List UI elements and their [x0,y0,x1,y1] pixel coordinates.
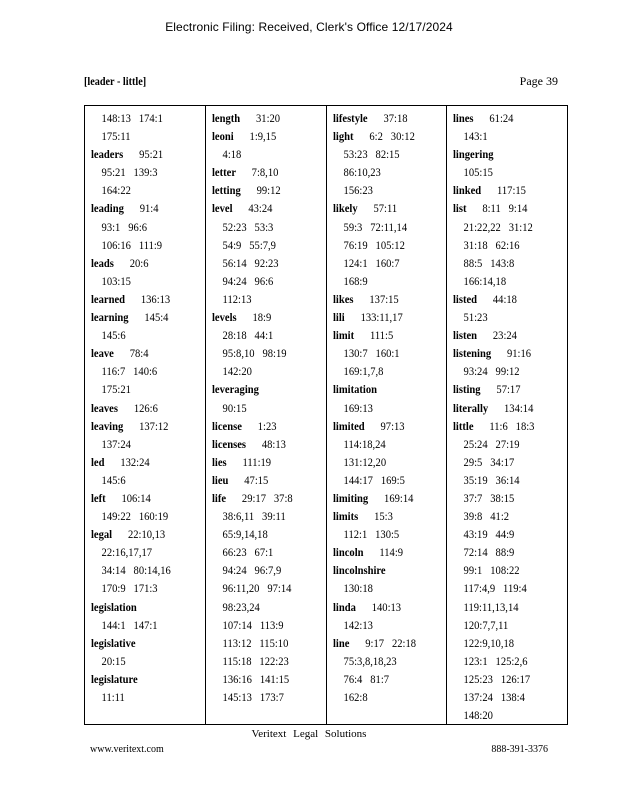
index-reference-line: 114:18,24 [343,436,386,451]
index-reference-line: 137:24 [101,436,131,451]
index-reference-line: 21:22,22 31:12 [463,219,534,234]
index-term-reference: 57:17 [496,382,521,397]
index-reference-line: 35:19 36:14 [463,472,520,487]
index-reference-line: 115:18 122:23 [222,653,289,668]
index-term [91,344,191,362]
index-term [212,435,312,453]
index-reference-line: 52:23 53:3 [222,219,274,234]
index-reference-line: 95:21 139:3 [101,165,158,180]
index-term-word: listing [453,382,481,397]
index-term [212,489,312,507]
index-reference-line: 145:13 173:7 [222,690,284,704]
index-reference-line: 90:15 [222,400,247,415]
index-term-word: leaving [91,418,124,433]
index-term-reference: 111:19 [242,454,271,469]
index-term-word: lieu [211,472,229,487]
index-column [85,106,205,724]
index-reference-line: 149:22 160:19 [101,509,169,524]
index-reference-line: 170:9 171:3 [101,581,158,596]
index-reference-line: 11:11 [101,690,125,704]
index-term-reference: 18:9 [252,310,272,325]
index-reference-line: 113:12 115:10 [222,635,289,650]
index-reference-line: 65:9,14,18 [222,527,268,542]
index-reference-line: 120:7,7,11 [463,617,509,632]
index-reference-line: 130:7 160:1 [343,346,400,361]
index-term-word: limitation [332,382,377,397]
index-term [91,598,191,616]
index-reference-line: 105:15 [463,165,494,180]
index-term [212,417,312,435]
index-term-reference: 61:24 [489,111,514,125]
index-reference-line: 124:1 160:7 [343,255,400,270]
index-reference-line: 131:12,20 [343,454,386,469]
index-term-reference: 78:4 [129,346,149,361]
index-term-reference: 114:9 [378,545,403,560]
index-term [333,543,433,561]
index-term [333,199,433,217]
footer-website: www.veritext.com [90,744,164,755]
index-reference-line: 175:21 [101,382,131,397]
index-reference-line: 106:16 111:9 [101,237,163,252]
index-reference-line: 59:3 72:11,14 [343,219,407,234]
index-reference-line: 103:15 [101,273,131,288]
index-term [453,399,553,417]
index-reference-line: 93:24 99:12 [463,364,520,379]
index-term-word: legislative [91,635,136,650]
index-reference-line: 95:8,10 98:19 [222,346,287,361]
index-term [453,199,553,217]
index-reference-line: 54:9 55:7,9 [222,237,276,252]
index-term [333,290,433,308]
index-term [333,417,433,435]
index-term [333,308,433,326]
index-reference-line: 123:1 125:2,6 [463,653,528,668]
index-term-reference: 99:12 [256,183,281,198]
index-term-reference: 126:6 [133,400,158,415]
index-term [453,344,553,362]
index-term-reference: 6:2 30:12 [368,129,415,144]
footer-company: Veritext Legal Solutions [251,728,367,740]
index-reference-line: 98:23,24 [222,599,260,614]
index-term [333,380,433,398]
index-term-reference: 132:24 [120,454,150,469]
index-term [333,326,433,344]
index-reference-line: 93:1 96:6 [101,219,148,234]
index-term [453,145,553,163]
index-term-word: list [453,201,467,216]
index-reference-line: 53:23 82:15 [343,147,400,162]
index-reference-line: 76:4 81:7 [343,671,389,686]
index-term-reference: 134:14 [504,400,534,415]
index-term-word: lifestyle [332,111,368,125]
index-term-word: leoni [211,129,234,144]
index-term-reference: 137:12 [139,418,169,433]
index-reference-line: 143:1 [463,129,488,144]
index-reference-line: 4:18 [222,147,242,162]
index-term-word: legislature [91,671,138,686]
index-term-reference: 106:14 [121,490,151,505]
index-reference-line: 156:23 [343,183,373,198]
footer-phone: 888-391-3376 [491,744,548,755]
index-term-reference: 1:9,15 [249,129,277,144]
index-term-reference: 44:18 [493,291,518,306]
index-reference-line: 37:7 38:15 [463,490,515,505]
index-term [212,109,312,127]
index-reference-line: 76:19 105:12 [343,237,405,252]
index-term [91,634,191,652]
index-term-word: listed [453,291,478,306]
index-reference-line: 144:1 147:1 [101,617,158,632]
index-reference-line: 107:14 113:9 [222,617,284,632]
index-term [91,417,191,435]
index-term-word: license [211,418,242,433]
index-term [212,308,312,326]
index-term [91,254,191,272]
word-index-table [84,105,568,725]
index-column [326,106,447,724]
page-number: Page 39 [519,74,558,88]
index-term-word: leaves [91,400,118,415]
index-term-reference: 117:15 [497,183,527,198]
index-reference-line: 130:18 [343,581,373,596]
index-term-word: legislation [91,599,137,614]
index-term-reference: 48:13 [261,436,286,451]
index-term-reference: 29:17 37:8 [241,490,293,505]
index-term [212,380,312,398]
index-reference-line: 112:13 [222,291,252,306]
index-term-word: leave [91,346,114,361]
index-reference-line: 34:14 80:14,16 [101,563,171,578]
index-reference-line: 148:13 174:1 [101,111,163,125]
index-reference-line: 162:8 [343,690,368,704]
index-term-word: letter [211,165,236,180]
index-reference-line: 164:22 [101,183,131,198]
index-term-word: leads [91,255,114,270]
index-reference-line: 94:24 96:7,9 [222,563,281,578]
index-term-reference: 23:24 [493,328,518,343]
index-reference-line: 145:6 [101,472,126,487]
index-term [453,326,553,344]
index-term-reference: 91:4 [139,201,159,216]
index-term-word: life [211,490,226,505]
index-term-word: left [91,490,106,505]
index-reference-line: 99:1 108:22 [463,563,520,578]
index-term [333,507,433,525]
index-reference-line: 168:9 [343,273,368,288]
index-reference-line: 31:18 62:16 [463,237,520,252]
index-reference-line: 136:16 141:15 [222,671,289,686]
index-reference-line: 169:1,7,8 [343,364,383,379]
index-reference-line: 38:6,11 39:11 [222,509,286,524]
index-reference-line: 28:18 44:1 [222,328,274,343]
index-term-word: listen [453,328,478,343]
index-term-word: limits [332,509,358,524]
index-term-reference: 37:18 [382,111,408,125]
index-reference-line: 125:23 126:17 [463,671,531,686]
index-term-word: linked [453,183,482,198]
index-term-word: likes [332,291,354,306]
index-reference-line: 96:11,20 97:14 [222,581,292,596]
index-term-word: lincolnshire [332,563,386,578]
index-term [212,453,312,471]
index-term-word: limited [332,418,365,433]
index-term [212,199,312,217]
index-term-word: learned [91,291,126,306]
index-term-word: led [91,454,105,469]
index-term-word: literally [453,400,489,415]
index-term-word: legal [91,527,113,542]
index-term-reference: 1:23 [257,418,277,433]
index-term [453,181,553,199]
index-reference-line: 43:19 44:9 [463,527,515,542]
index-reference-line: 142:13 [343,617,373,632]
index-term [212,471,312,489]
index-reference-line: 25:24 27:19 [463,436,520,451]
index-term-word: listening [453,346,492,361]
index-term [212,127,312,145]
index-term [333,634,433,652]
index-term-reference: 137:15 [368,291,399,306]
index-reference-line: 144:17 169:5 [343,472,405,487]
index-term [453,380,553,398]
index-term-reference: 7:8,10 [251,165,279,180]
index-term-word: little [453,418,474,433]
index-term-word: likely [332,201,358,216]
index-term-word: licenses [211,436,246,451]
filing-stamp: Electronic Filing: Received, Clerk's Office 12/17/2024 [165,20,453,34]
index-reference-line: 169:13 [343,400,373,415]
index-term-word: lincoln [332,545,364,560]
index-term [91,308,191,326]
index-reference-line: 29:5 34:17 [463,454,515,469]
index-term [91,145,191,163]
index-reference-line: 142:20 [222,364,252,379]
index-term-reference: 133:11,17 [360,310,403,325]
index-term-reference: 22:10,13 [127,527,166,542]
index-reference-line: 72:14 88:9 [463,545,515,560]
index-term [333,127,433,145]
index-reference-line: 66:23 67:1 [222,545,274,560]
index-term [91,290,191,308]
index-term-word: linda [332,599,356,614]
index-term-reference: 9:17 22:18 [364,635,416,650]
index-range: [leader - little] [84,74,147,88]
index-term-word: lili [332,310,345,325]
index-reference-line: 122:9,10,18 [463,635,515,650]
index-reference-line: 145:6 [101,328,126,343]
index-reference-line: 39:8 41:2 [463,509,510,524]
index-term-word: limiting [332,490,368,505]
index-reference-line: 86:10,23 [343,165,381,180]
index-term-word: lies [211,454,227,469]
index-column [446,106,567,724]
index-term-word: line [332,635,349,650]
index-term-word: learning [91,310,129,325]
index-reference-line: 75:3,8,18,23 [343,653,397,668]
index-term-reference: 57:11 [372,201,397,216]
index-term-reference: 31:20 [255,111,280,125]
index-term-reference: 97:13 [380,418,405,433]
index-reference-line: 166:14,18 [463,273,507,288]
index-term-word: levels [211,310,237,325]
index-term [333,109,433,127]
index-reference-line: 112:1 130:5 [343,527,399,542]
index-term [453,417,553,435]
index-term-word: light [332,129,354,144]
index-term [453,109,553,127]
index-term-word: lingering [453,147,494,162]
index-term-reference: 43:24 [248,201,273,216]
index-term-reference: 136:13 [140,291,171,306]
index-term [333,598,433,616]
index-column [205,106,326,724]
index-term-reference: 8:11 9:14 [482,201,528,216]
index-term-word: limit [332,328,354,343]
index-term [453,290,553,308]
index-reference-line: 88:5 143:8 [463,255,515,270]
index-term-reference: 11:6 18:3 [489,418,535,433]
index-reference-line: 175:11 [101,129,131,144]
index-term-word: letting [211,183,241,198]
index-term-word: length [211,111,240,125]
index-term [333,489,433,507]
index-term-reference: 47:15 [244,472,269,487]
index-term-word: leveraging [211,382,259,397]
index-reference-line: 117:4,9 119:4 [463,581,527,596]
index-term-reference: 20:6 [129,255,149,270]
index-term [212,181,312,199]
index-term [333,561,433,579]
index-term-reference: 15:3 [373,509,393,524]
index-term-reference: 111:5 [369,328,393,343]
index-term [91,525,191,543]
index-term [91,489,191,507]
index-reference-line: 51:23 [463,310,488,325]
index-term-reference: 145:4 [144,310,169,325]
index-term-reference: 169:14 [383,490,413,505]
index-term [91,199,191,217]
index-term [91,670,191,688]
index-term-reference: 91:16 [507,346,532,361]
index-reference-line: 56:14 92:23 [222,255,279,270]
index-term [212,163,312,181]
index-term-reference: 95:21 [139,147,164,162]
index-reference-line: 94:24 96:6 [222,273,274,288]
index-reference-line: 119:11,13,14 [463,599,519,614]
index-reference-line: 137:24 138:4 [463,690,526,704]
index-term [91,399,191,417]
index-term-word: lines [453,111,474,125]
index-reference-line: 22:16,17,17 [101,545,153,560]
index-term-word: leaders [91,147,124,162]
index-term [91,453,191,471]
index-term-reference: 140:13 [371,599,401,614]
index-reference-line: 20:15 [101,653,126,668]
index-reference-line: 148:20 [463,708,494,723]
index-term-word: level [211,201,233,216]
index-term-word: leading [91,201,124,216]
index-reference-line: 116:7 140:6 [101,364,158,379]
